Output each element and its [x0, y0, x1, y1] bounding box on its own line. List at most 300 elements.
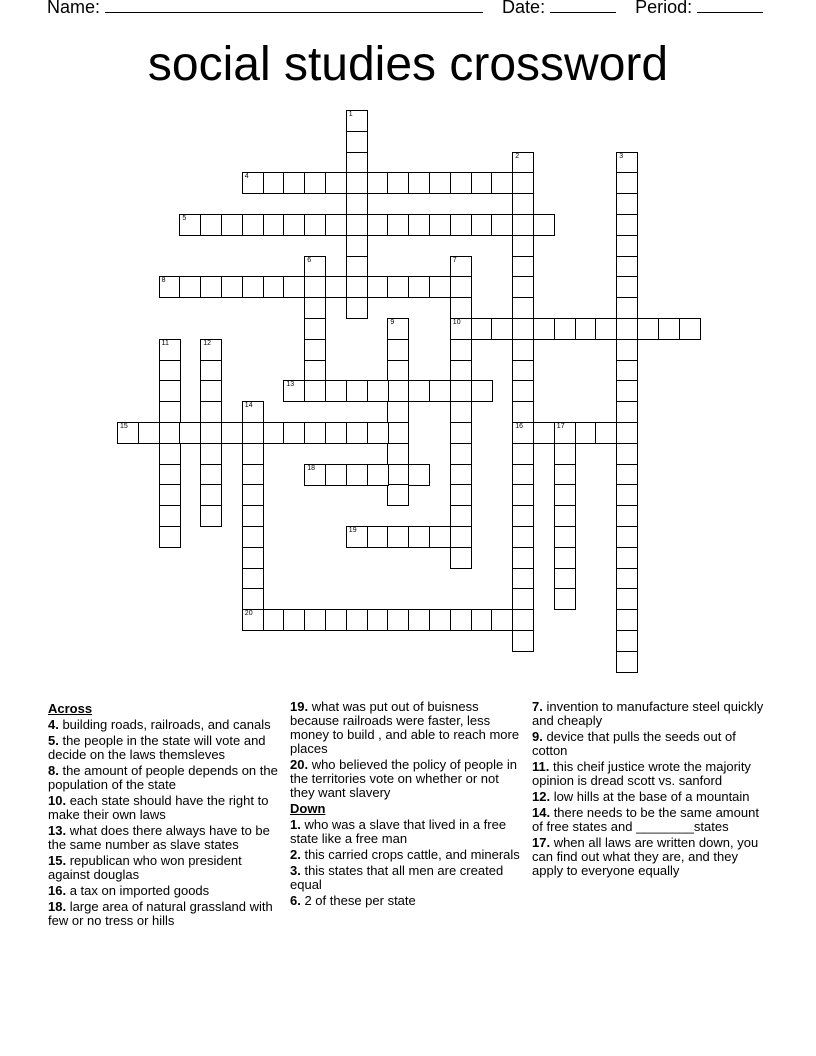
- grid-cell[interactable]: [616, 443, 638, 465]
- grid-cell[interactable]: [304, 360, 326, 382]
- clue-item: [290, 700, 522, 756]
- clue-item-number: 11.: [532, 759, 550, 774]
- grid-cell[interactable]: [387, 464, 409, 486]
- grid-cell[interactable]: [242, 422, 264, 444]
- grid-cell[interactable]: [159, 526, 181, 548]
- grid-cell[interactable]: [512, 256, 534, 278]
- grid-cell[interactable]: [471, 214, 493, 236]
- grid-cell[interactable]: [387, 401, 409, 423]
- grid-cell[interactable]: [200, 360, 222, 382]
- clue-item-text: the people in the state will vote and decide on the laws themsleves: [48, 733, 266, 762]
- clue-item-number: 19.: [290, 699, 309, 714]
- grid-cell[interactable]: [512, 609, 534, 631]
- grid-cell[interactable]: [159, 276, 181, 298]
- grid-cell[interactable]: [512, 318, 534, 340]
- grid-cell[interactable]: [304, 256, 326, 278]
- grid-cell[interactable]: [304, 422, 326, 444]
- grid-cell[interactable]: [304, 172, 326, 194]
- grid-cell[interactable]: [242, 484, 264, 506]
- grid-cell[interactable]: [595, 422, 617, 444]
- clue-item-number: 17.: [532, 835, 551, 850]
- grid-cell[interactable]: [159, 443, 181, 465]
- grid-cell[interactable]: [512, 339, 534, 361]
- grid-cell[interactable]: [554, 443, 576, 465]
- grid-cell[interactable]: [554, 588, 576, 610]
- grid-cell[interactable]: [616, 651, 638, 673]
- clue-item-text: what does there always have to be the same number as slave states: [48, 823, 270, 852]
- grid-cell[interactable]: [159, 401, 181, 423]
- grid-cell[interactable]: [616, 380, 638, 402]
- grid-cell[interactable]: [200, 276, 222, 298]
- grid-cell[interactable]: [512, 464, 534, 486]
- grid-cell[interactable]: [387, 339, 409, 361]
- name-label: Name:: [47, 0, 101, 17]
- grid-cell[interactable]: [450, 505, 472, 527]
- grid-cell[interactable]: [512, 568, 534, 590]
- grid-cell[interactable]: [200, 484, 222, 506]
- clue-item-number: 20.: [290, 757, 309, 772]
- grid-cell[interactable]: [616, 568, 638, 590]
- grid-cell[interactable]: [304, 318, 326, 340]
- clue-item-number: 5.: [48, 733, 59, 748]
- grid-cell[interactable]: [616, 318, 638, 340]
- grid-cell[interactable]: [616, 547, 638, 569]
- grid-cell[interactable]: [450, 380, 472, 402]
- grid-cell[interactable]: [512, 297, 534, 319]
- grid-cell[interactable]: [616, 526, 638, 548]
- clue-item: [48, 764, 280, 792]
- clue-item-number: 10.: [48, 793, 67, 808]
- grid-cell[interactable]: [200, 443, 222, 465]
- grid-cell[interactable]: [616, 360, 638, 382]
- grid-cell[interactable]: [200, 464, 222, 486]
- grid-cell[interactable]: [304, 339, 326, 361]
- grid-cell[interactable]: [554, 464, 576, 486]
- grid-cell[interactable]: [242, 609, 264, 631]
- grid-cell[interactable]: [616, 464, 638, 486]
- clue-item-number: 18.: [48, 899, 67, 914]
- grid-cell[interactable]: [117, 422, 139, 444]
- grid-cell[interactable]: [263, 276, 285, 298]
- grid-cell[interactable]: [179, 214, 201, 236]
- grid-cell[interactable]: [471, 380, 493, 402]
- grid-cell[interactable]: [346, 380, 368, 402]
- grid-cell[interactable]: [595, 318, 617, 340]
- clue-number: 19: [348, 527, 357, 534]
- grid-cell[interactable]: [408, 380, 430, 402]
- clue-item-text: the amount of people depends on the population of the state: [48, 763, 278, 792]
- grid-cell[interactable]: [159, 422, 181, 444]
- grid-cell[interactable]: [367, 214, 389, 236]
- grid-cell[interactable]: [221, 422, 243, 444]
- grid-cell[interactable]: [304, 214, 326, 236]
- grid-cell[interactable]: [471, 609, 493, 631]
- grid-cell[interactable]: [429, 526, 451, 548]
- grid-cell[interactable]: [554, 484, 576, 506]
- grid-cell[interactable]: [575, 318, 597, 340]
- page-title: social studies crossword: [147, 38, 669, 91]
- grid-cell[interactable]: [616, 256, 638, 278]
- grid-cell[interactable]: [616, 193, 638, 215]
- grid-cell[interactable]: [512, 484, 534, 506]
- period-label: Period:: [635, 0, 693, 17]
- grid-cell[interactable]: [429, 609, 451, 631]
- clues-column-3: [532, 700, 764, 880]
- grid-cell[interactable]: [283, 380, 305, 402]
- grid-cell[interactable]: [346, 422, 368, 444]
- grid-cell[interactable]: [387, 422, 409, 444]
- grid-cell[interactable]: [429, 380, 451, 402]
- grid-cell[interactable]: [367, 276, 389, 298]
- grid-cell[interactable]: [679, 318, 701, 340]
- grid-cell[interactable]: [263, 609, 285, 631]
- grid-cell[interactable]: [325, 464, 347, 486]
- grid-cell[interactable]: [637, 318, 659, 340]
- grid-cell[interactable]: [200, 380, 222, 402]
- clue-item-number: 12.: [532, 789, 551, 804]
- clue-item-text: large area of natural grassland with few or no tress or hills: [48, 899, 273, 928]
- grid-cell[interactable]: [304, 297, 326, 319]
- clue-item: [532, 836, 764, 878]
- grid-cell[interactable]: [346, 256, 368, 278]
- grid-cell[interactable]: [387, 609, 409, 631]
- clue-number: 17: [556, 423, 565, 430]
- grid-cell[interactable]: [450, 443, 472, 465]
- grid-cell[interactable]: [616, 588, 638, 610]
- grid-cell[interactable]: [533, 422, 555, 444]
- grid-cell[interactable]: [179, 276, 201, 298]
- grid-cell[interactable]: [616, 505, 638, 527]
- grid-cell[interactable]: [616, 422, 638, 444]
- clue-item-number: 14.: [532, 805, 551, 820]
- clue-item-number: 8.: [48, 763, 59, 778]
- grid-cell[interactable]: [242, 214, 264, 236]
- clue-item: [532, 730, 764, 758]
- grid-cell[interactable]: [471, 318, 493, 340]
- grid-cell[interactable]: [387, 172, 409, 194]
- grid-cell[interactable]: [367, 380, 389, 402]
- grid-cell[interactable]: [159, 360, 181, 382]
- grid-cell[interactable]: [346, 172, 368, 194]
- grid-cell[interactable]: [450, 256, 472, 278]
- grid-cell[interactable]: [346, 214, 368, 236]
- clue-number: 12: [203, 339, 211, 347]
- grid-cell[interactable]: [387, 526, 409, 548]
- grid-cell[interactable]: [325, 214, 347, 236]
- clue-item-number: 3.: [290, 863, 301, 878]
- grid-cell[interactable]: [408, 172, 430, 194]
- clue-number: 9: [390, 319, 395, 326]
- clue-item-number: 15.: [48, 853, 67, 868]
- grid-cell[interactable]: [242, 276, 264, 298]
- clues-column-1: [48, 700, 280, 930]
- grid-cell[interactable]: [450, 526, 472, 548]
- grid-cell[interactable]: [242, 401, 264, 423]
- clue-number: 1: [348, 111, 353, 118]
- grid-cell[interactable]: [221, 276, 243, 298]
- grid-cell[interactable]: [387, 443, 409, 465]
- grid-cell[interactable]: [450, 276, 472, 298]
- grid-cell[interactable]: [450, 484, 472, 506]
- grid-cell[interactable]: [179, 422, 201, 444]
- grid-cell[interactable]: [512, 588, 534, 610]
- grid-cell[interactable]: [325, 380, 347, 402]
- grid-cell[interactable]: [450, 464, 472, 486]
- grid-cell[interactable]: [512, 443, 534, 465]
- grid-cell[interactable]: [200, 505, 222, 527]
- clue-item-number: 13.: [48, 823, 67, 838]
- clue-item: [290, 848, 522, 862]
- grid-cell[interactable]: [346, 110, 368, 132]
- grid-cell[interactable]: [304, 609, 326, 631]
- grid-cell[interactable]: [429, 276, 451, 298]
- grid-cell[interactable]: [533, 214, 555, 236]
- grid-cell[interactable]: [367, 526, 389, 548]
- clue-number: 18: [307, 464, 315, 472]
- grid-cell[interactable]: [512, 630, 534, 652]
- grid-cell[interactable]: [304, 464, 326, 486]
- grid-cell[interactable]: [304, 276, 326, 298]
- grid-cell[interactable]: [512, 526, 534, 548]
- grid-cell[interactable]: [138, 422, 160, 444]
- grid-cell[interactable]: [491, 214, 513, 236]
- grid-cell[interactable]: [450, 401, 472, 423]
- grid-cell[interactable]: [616, 297, 638, 319]
- grid-cell[interactable]: [346, 235, 368, 257]
- clue-number: 8: [161, 277, 166, 285]
- grid-cell[interactable]: [263, 214, 285, 236]
- grid-cell[interactable]: [616, 609, 638, 631]
- grid-cell[interactable]: [159, 380, 181, 402]
- grid-cell[interactable]: [325, 609, 347, 631]
- clue-section-heading: Across: [48, 701, 93, 716]
- date-label: Date:: [502, 0, 546, 17]
- clue-item-number: 16.: [48, 883, 67, 898]
- grid-cell[interactable]: [346, 276, 368, 298]
- grid-cell[interactable]: [200, 401, 222, 423]
- clue-item: [48, 884, 280, 898]
- clue-number: 4: [244, 173, 249, 181]
- grid-cell[interactable]: [554, 422, 576, 444]
- grid-cell[interactable]: [283, 276, 305, 298]
- grid-cell[interactable]: [325, 276, 347, 298]
- grid-cell[interactable]: [200, 422, 222, 444]
- clue-number: 15: [120, 423, 128, 430]
- clue-item-number: 9.: [532, 729, 543, 744]
- grid-cell[interactable]: [616, 172, 638, 194]
- grid-cell[interactable]: [263, 422, 285, 444]
- grid-cell[interactable]: [242, 588, 264, 610]
- grid-cell[interactable]: [387, 484, 409, 506]
- grid-cell[interactable]: [554, 505, 576, 527]
- grid-cell[interactable]: [554, 318, 576, 340]
- grid-cell[interactable]: [159, 505, 181, 527]
- clue-item-text: what was put out of buisness because railroads were faster, less money to build , and able to reach more places: [290, 699, 520, 756]
- grid-cell[interactable]: [408, 609, 430, 631]
- grid-cell[interactable]: [367, 172, 389, 194]
- grid-cell[interactable]: [512, 380, 534, 402]
- grid-cell[interactable]: [325, 172, 347, 194]
- grid-cell[interactable]: [450, 172, 472, 194]
- grid-cell[interactable]: [387, 360, 409, 382]
- grid-cell[interactable]: [367, 422, 389, 444]
- grid-cell[interactable]: [367, 609, 389, 631]
- clue-number: 2: [515, 152, 520, 160]
- grid-cell[interactable]: [450, 360, 472, 382]
- grid-cell[interactable]: [159, 464, 181, 486]
- grid-cell[interactable]: [221, 214, 243, 236]
- grid-cell[interactable]: [325, 422, 347, 444]
- clue-number: 3: [619, 152, 624, 160]
- grid-cell[interactable]: [387, 318, 409, 340]
- clue-item-text: this states that all men are created equal: [290, 863, 504, 892]
- grid-cell[interactable]: [367, 464, 389, 486]
- grid-cell[interactable]: [616, 401, 638, 423]
- grid-cell[interactable]: [512, 152, 534, 174]
- grid-cell[interactable]: [242, 172, 264, 194]
- grid-cell[interactable]: [408, 276, 430, 298]
- grid-cell[interactable]: [346, 297, 368, 319]
- grid-cell[interactable]: [346, 526, 368, 548]
- grid-cell[interactable]: [491, 609, 513, 631]
- grid-cell[interactable]: [491, 318, 513, 340]
- clue-item: [48, 794, 280, 822]
- grid-cell[interactable]: [346, 193, 368, 215]
- grid-cell[interactable]: [512, 505, 534, 527]
- clue-item-text: each state should have the right to make their own laws: [48, 793, 269, 822]
- grid-cell[interactable]: [159, 484, 181, 506]
- grid-cell[interactable]: [429, 214, 451, 236]
- clue-item-number: 2.: [290, 847, 301, 862]
- grid-cell[interactable]: [242, 526, 264, 548]
- clue-item-text: who was a slave that lived in a free state like a free man: [290, 817, 507, 846]
- grid-cell[interactable]: [554, 547, 576, 569]
- grid-cell[interactable]: [450, 297, 472, 319]
- grid-cell[interactable]: [346, 609, 368, 631]
- grid-cell[interactable]: [616, 152, 638, 174]
- clue-item: [48, 824, 280, 852]
- clue-item-text: this cheif justice wrote the majority opinion is dread scott vs. sanford: [532, 759, 751, 788]
- grid-cell[interactable]: [450, 609, 472, 631]
- grid-cell[interactable]: [304, 380, 326, 402]
- clue-item-text: republican who won president against douglas: [48, 853, 242, 882]
- grid-cell[interactable]: [512, 360, 534, 382]
- grid-cell[interactable]: [263, 172, 285, 194]
- grid-cell[interactable]: [616, 235, 638, 257]
- grid-cell[interactable]: [471, 172, 493, 194]
- clue-section-heading: Down: [290, 801, 326, 816]
- clue-item: [48, 718, 280, 732]
- grid-cell[interactable]: [450, 422, 472, 444]
- grid-cell[interactable]: [450, 214, 472, 236]
- clue-item-text: invention to manufacture steel quickly and cheaply: [532, 699, 764, 728]
- grid-cell[interactable]: [450, 547, 472, 569]
- grid-cell[interactable]: [408, 214, 430, 236]
- clue-item-text: a tax on imported goods: [66, 883, 210, 898]
- clue-item-number: 4.: [48, 717, 59, 732]
- clue-number: 5: [182, 215, 187, 222]
- grid-cell[interactable]: [283, 214, 305, 236]
- clue-number: 16: [515, 423, 523, 430]
- grid-cell[interactable]: [616, 630, 638, 652]
- grid-cell[interactable]: [658, 318, 680, 340]
- clue-item: [532, 760, 764, 788]
- grid-cell[interactable]: [387, 380, 409, 402]
- grid-cell[interactable]: [242, 505, 264, 527]
- grid-cell[interactable]: [242, 464, 264, 486]
- grid-cell[interactable]: [512, 276, 534, 298]
- grid-cell[interactable]: [512, 235, 534, 257]
- grid-cell[interactable]: [616, 484, 638, 506]
- clue-item-text: device that pulls the seeds out of cotton: [532, 729, 736, 758]
- grid-cell[interactable]: [283, 609, 305, 631]
- clue-item: [290, 894, 522, 908]
- grid-cell[interactable]: [346, 464, 368, 486]
- grid-cell[interactable]: [429, 172, 451, 194]
- grid-cell[interactable]: [159, 339, 181, 361]
- grid-cell[interactable]: [200, 214, 222, 236]
- clue-item-number: 7.: [532, 699, 543, 714]
- clue-item: [532, 806, 764, 834]
- grid-cell[interactable]: [242, 547, 264, 569]
- clue-item: [48, 854, 280, 882]
- grid-cell[interactable]: [575, 422, 597, 444]
- grid-cell[interactable]: [242, 443, 264, 465]
- clue-item-text: when all laws are written down, you can find out what they are, and they apply to everyone equally: [532, 835, 759, 878]
- grid-cell[interactable]: [346, 131, 368, 153]
- clue-item: [290, 818, 522, 846]
- grid-cell[interactable]: [450, 318, 472, 340]
- clue-item: [532, 790, 764, 804]
- clue-item: [48, 734, 280, 762]
- grid-cell[interactable]: [533, 318, 555, 340]
- grid-cell[interactable]: [512, 172, 534, 194]
- clue-item: [290, 864, 522, 892]
- clue-number: 7: [452, 256, 457, 264]
- clue-item-text: low hills at the base of a mountain: [550, 789, 750, 804]
- grid-cell[interactable]: [200, 339, 222, 361]
- grid-cell[interactable]: [616, 339, 638, 361]
- clue-item-number: 6.: [290, 893, 301, 908]
- grid-cell[interactable]: [554, 526, 576, 548]
- grid-cell[interactable]: [616, 276, 638, 298]
- grid-cell[interactable]: [346, 152, 368, 174]
- grid-cell[interactable]: [616, 214, 638, 236]
- grid-cell[interactable]: [512, 401, 534, 423]
- grid-cell[interactable]: [512, 547, 534, 569]
- grid-cell[interactable]: [408, 526, 430, 548]
- grid-cell[interactable]: [512, 193, 534, 215]
- clue-item: [532, 700, 764, 728]
- grid-cell[interactable]: [512, 422, 534, 444]
- grid-cell[interactable]: [450, 339, 472, 361]
- grid-cell[interactable]: [283, 172, 305, 194]
- grid-cell[interactable]: [387, 276, 409, 298]
- clue-item-text: who believed the policy of people in the territories vote on whether or not they want slavery: [290, 757, 517, 800]
- clue-item-text: 2 of these per state: [300, 893, 416, 908]
- grid-cell[interactable]: [512, 214, 534, 236]
- grid-cell[interactable]: [283, 422, 305, 444]
- grid-cell[interactable]: [554, 568, 576, 590]
- grid-cell[interactable]: [491, 172, 513, 194]
- clue-number: 6: [307, 256, 312, 264]
- clue-item-text: this carried crops cattle, and minerals: [300, 847, 520, 862]
- grid-cell[interactable]: [408, 464, 430, 486]
- grid-cell[interactable]: [387, 214, 409, 236]
- clue-item: [290, 758, 522, 800]
- grid-cell[interactable]: [242, 568, 264, 590]
- clue-number: 10: [452, 319, 461, 326]
